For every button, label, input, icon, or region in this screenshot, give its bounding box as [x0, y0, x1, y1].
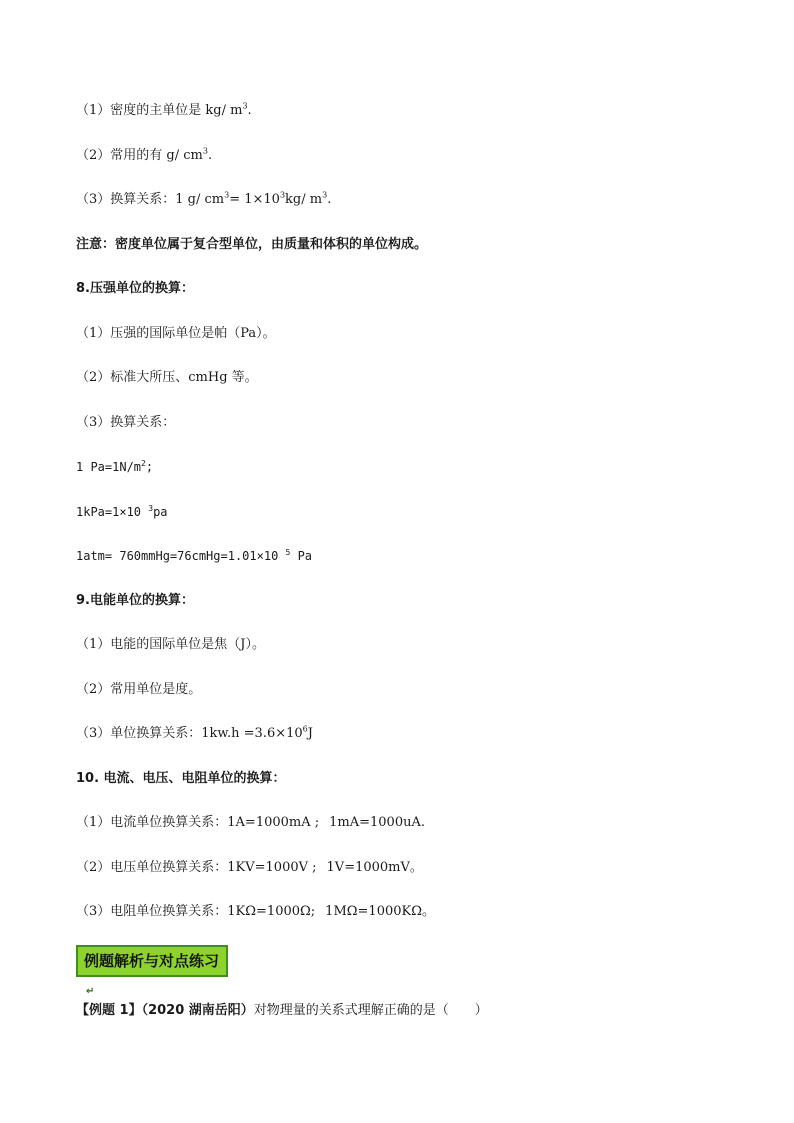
density-note: 注意：密度单位属于复合型单位，由质量和体积的单位构成。 — [76, 237, 428, 252]
section-9-heading: 9.电能单位的换算： — [76, 593, 194, 608]
current-conversion-line: （1）电流单位换算关系：1A=1000mA ; 1mA=1000uA. — [76, 815, 425, 830]
example-1-question — [76, 1002, 488, 1020]
resistance-conversion-line: （3）电阻单位换算关系：1KΩ=1000Ω; 1MΩ=1000KΩ。 — [76, 904, 435, 919]
return-mark-icon: ↵ — [86, 986, 95, 997]
example-text: 对物理量的关系式理解正确的是（ ） — [253, 1003, 488, 1018]
density-main-unit-line: （1）密度的主单位是 kg/ $m^3$. — [76, 101, 252, 118]
section-10-heading: 10. 电流、电压、电阻单位的换算： — [76, 771, 286, 786]
kilopascal-line: 1kPa=1×10 $^3$pa — [76, 504, 168, 519]
pressure-common-unit-line: （2）标准大所压、cmHg 等。 — [76, 370, 258, 385]
banner-label: 例题解析与对点练习 — [84, 952, 220, 970]
density-common-unit-line: （2）常用的有 g/ $cm^3$. — [76, 146, 213, 163]
pascal-definition-line: 1 $Pa=1N/m^2$; — [76, 459, 154, 474]
atm-conversion-line: 1atm= 760mmHg=76cmHg=1.01×10 $^5$ Pa — [76, 548, 313, 563]
energy-common-unit-line: （2）常用单位是度。 — [76, 682, 202, 697]
pressure-conversion-heading: （3）换算关系： — [76, 415, 176, 430]
energy-si-unit-line: （1）电能的国际单位是焦（J）。 — [76, 637, 265, 652]
section-8-heading: 8.压强单位的换算： — [76, 281, 194, 296]
example-tag: 【例题 1】 — [76, 1003, 142, 1018]
energy-conversion-line: （3）单位换算关系：$1kw.h =3.6\times 10^6J$ — [76, 724, 313, 741]
example-source: （2020 湖南岳阳） — [141, 1003, 254, 1018]
pressure-si-unit-line: （1）压强的国际单位是帕（Pa）。 — [76, 326, 276, 341]
density-conversion-line: （3）换算关系：1 g/ $cm^3= 1\times 10^3kg/$ $m^3$. — [76, 190, 332, 207]
voltage-conversion-line: （2）电压单位换算关系：1KV=1000V ; 1V=1000mV。 — [76, 860, 423, 875]
example-section-banner — [76, 945, 228, 997]
